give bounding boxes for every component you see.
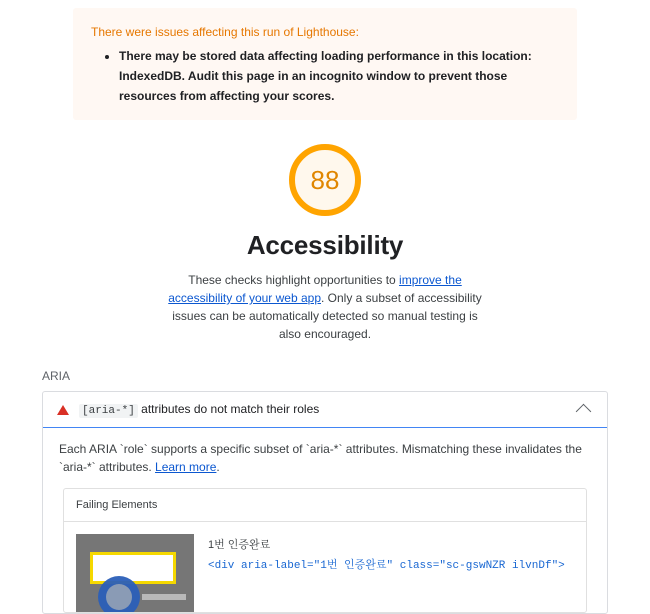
element-label: 1번 인증완료 — [208, 539, 271, 551]
element-info — [194, 534, 565, 612]
accessibility-score-gauge[interactable] — [289, 144, 361, 216]
element-snippet: <div aria-label="1번 인증완료" class="sc-gswNZR ilvnDf"> — [208, 560, 565, 572]
thumbnail-graphic-bar — [142, 594, 186, 600]
table-row — [64, 522, 586, 612]
audit-title — [79, 402, 578, 417]
highlight-box — [90, 552, 176, 584]
accessibility-docs-link[interactable]: improve the accessibility of your web app — [168, 273, 462, 305]
failing-elements-header: Failing Elements — [64, 489, 586, 522]
warnings-list — [89, 46, 561, 106]
failing-elements-table — [63, 488, 587, 613]
fail-triangle-icon — [57, 405, 69, 415]
warnings-title: There were issues affecting this run of Lighthouse: — [91, 25, 359, 39]
audit-title-code: [aria-*] — [79, 404, 138, 418]
lighthouse-report-page — [0, 8, 650, 572]
score-gauge-wrapper — [0, 144, 650, 216]
lighthouse-warnings-banner — [73, 8, 577, 120]
audit-card — [42, 391, 608, 614]
category-description-part2: . Only a subset of accessibility issues can be automatically detected so manual testing is also encouraged. — [172, 291, 482, 341]
warning-item: • There may be stored data affecting loading performance in this location: IndexedDB. Audit this page in an incognito window to prevent those resources from affecting your scores. — [119, 46, 561, 106]
audit-description-part1: Each ARIA `role` supports a specific subset of `aria-*` attributes. Mismatching these invalidates the `aria-*` attributes. — [59, 442, 582, 474]
category-description-part1: These checks highlight opportunities to — [188, 273, 400, 287]
audit-header-toggle[interactable] — [43, 392, 607, 428]
audit-body — [43, 428, 607, 613]
page-title: Accessibility — [246, 230, 404, 260]
learn-more-link[interactable]: Learn more — [155, 460, 217, 474]
score-value: 88 — [310, 165, 340, 195]
audit-description — [59, 440, 591, 476]
element-screenshot-thumbnail[interactable] — [76, 534, 194, 612]
section-heading-aria: ARIA — [42, 369, 71, 383]
audit-title-rest: attributes do not match their roles — [137, 402, 320, 416]
audit-description-part2: . — [216, 460, 220, 474]
thumbnail-graphic-inner-circle — [106, 584, 132, 610]
category-description — [160, 271, 490, 343]
chevron-up-icon[interactable] — [576, 404, 592, 420]
